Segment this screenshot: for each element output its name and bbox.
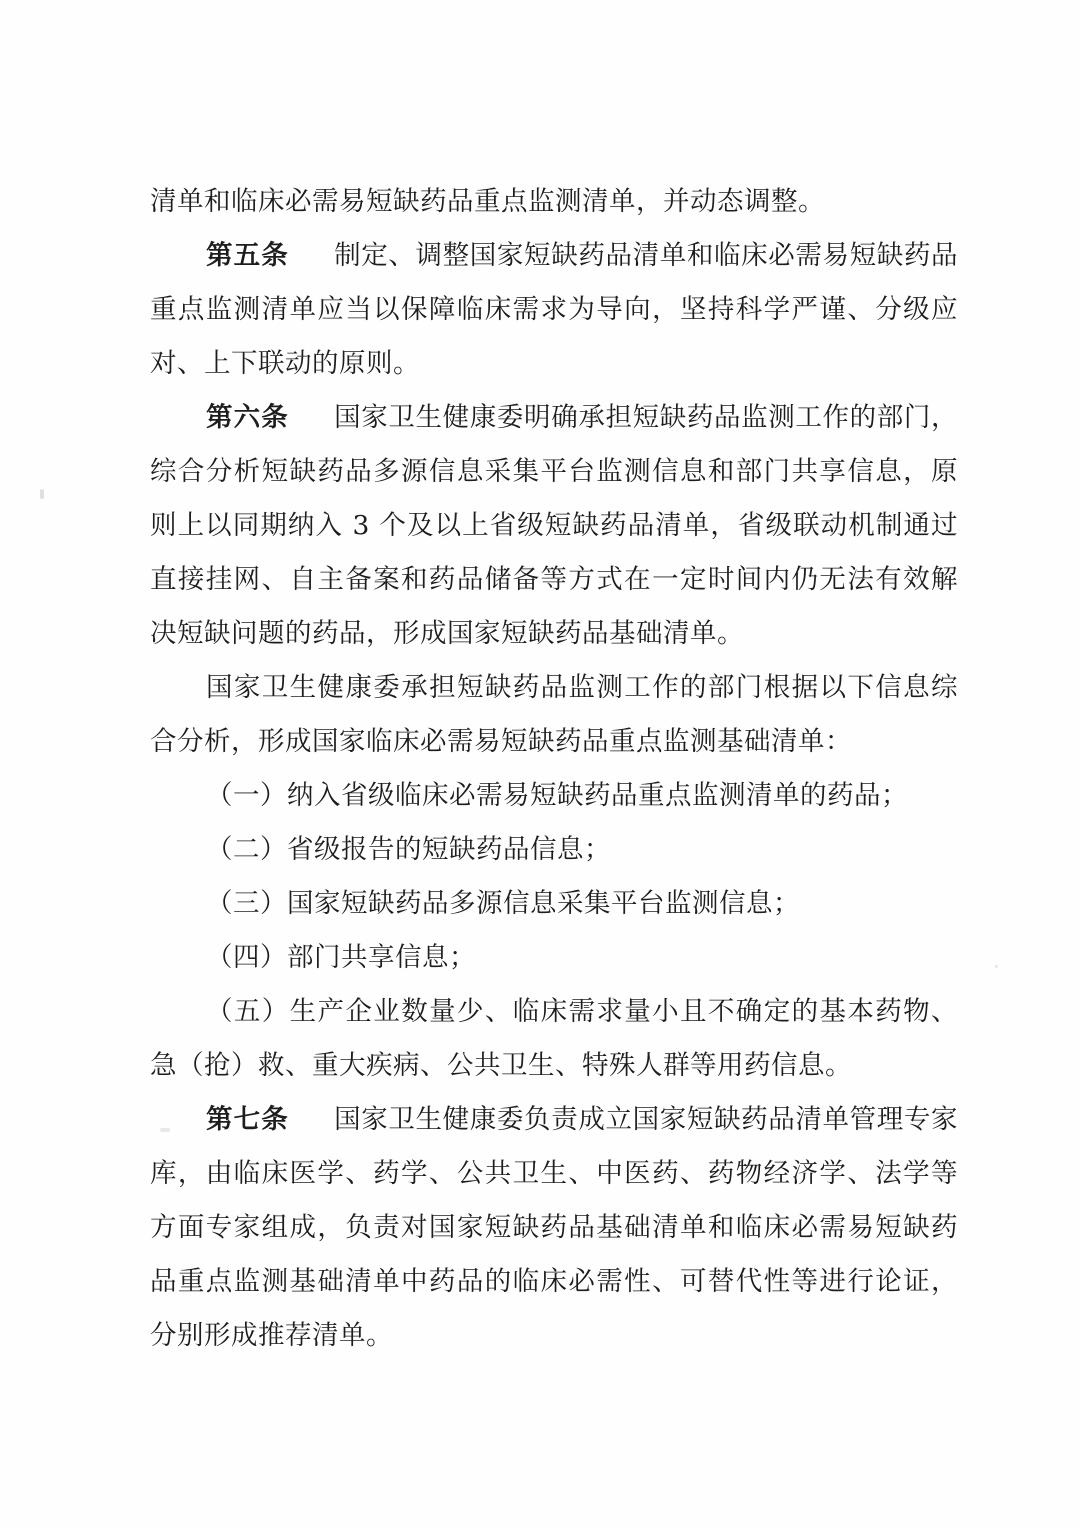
paragraph-continued bbox=[150, 175, 958, 229]
list-item-text: （二）省级报告的短缺药品信息； bbox=[206, 834, 611, 865]
article-label: 第六条 bbox=[206, 402, 289, 433]
list-item-text: （五）生产企业数量少、临床需求量小且不确定的基本药物、急（抢）救、重大疾病、公共卫生、特殊人群等用药信息。 bbox=[150, 996, 958, 1081]
page-speck bbox=[40, 489, 44, 499]
paragraph-article-7 bbox=[150, 1093, 958, 1363]
paragraph-text: 国家卫生健康委负责成立国家短缺药品清单管理专家库，由临床医学、药学、公共卫生、中医药、药物经济学、法学等方面专家组成，负责对国家短缺药品基础清单和临床必需易短缺药品重点监测基础清单中药品的临床必需性、可替代性等进行论证，分别形成推荐清单。 bbox=[150, 1104, 958, 1351]
paragraph-article-6 bbox=[150, 391, 958, 661]
list-item-text: （三）国家短缺药品多源信息采集平台监测信息； bbox=[206, 888, 800, 919]
article-label: 第七条 bbox=[206, 1104, 289, 1135]
list-item bbox=[150, 877, 958, 931]
paragraph-text: 清单和临床必需易短缺药品重点监测清单，并动态调整。 bbox=[150, 186, 825, 217]
list-item-text: （四）部门共享信息； bbox=[206, 942, 476, 973]
list-item bbox=[150, 823, 958, 877]
list-item bbox=[150, 985, 958, 1093]
list-item bbox=[150, 769, 958, 823]
paragraph-text: 国家卫生健康委明确承担短缺药品监测工作的部门，综合分析短缺药品多源信息采集平台监测信息和部门共享信息，原则上以同期纳入 3 个及以上省级短缺药品清单，省级联动机制通过直接挂网、自主备案和药品储备等方式在一定时间内仍无法有效解决短缺问题的药品，形成国家短缺药品基础清单。 bbox=[150, 402, 958, 649]
paragraph-article-6-continued bbox=[150, 661, 958, 769]
list-item-text: （一）纳入省级临床必需易短缺药品重点监测清单的药品； bbox=[206, 780, 908, 811]
paragraph-text: 制定、调整国家短缺药品清单和临床必需易短缺药品重点监测清单应当以保障临床需求为导向，坚持科学严谨、分级应对、上下联动的原则。 bbox=[150, 240, 958, 379]
document-body bbox=[150, 175, 958, 1363]
paragraph-text: 国家卫生健康委承担短缺药品监测工作的部门根据以下信息综合分析，形成国家临床必需易短缺药品重点监测基础清单： bbox=[150, 672, 958, 757]
paragraph-article-5 bbox=[150, 229, 958, 391]
list-item bbox=[150, 931, 958, 985]
article-label: 第五条 bbox=[206, 240, 289, 271]
page-speck bbox=[995, 965, 998, 968]
